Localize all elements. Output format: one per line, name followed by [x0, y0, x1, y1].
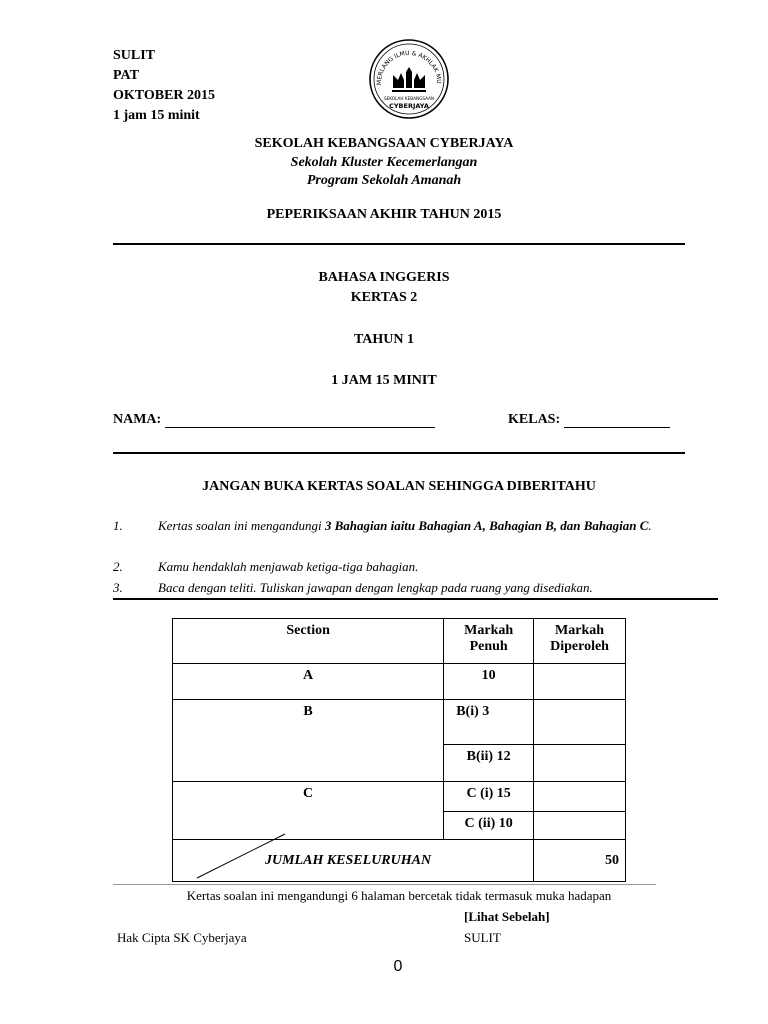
exam-title: PEPERIKSAAN AKHIR TAHUN 2015: [266, 207, 502, 222]
page-number: 0: [393, 958, 403, 975]
section-a-full: 10: [444, 664, 534, 700]
total-label: JUMLAH KESELURUHAN: [265, 852, 432, 868]
header-section: Section: [173, 619, 444, 664]
instruction-1-number: 1.: [113, 518, 123, 533]
copyright: Hak Cipta SK Cyberjaya: [117, 930, 247, 945]
class-label: KELAS:: [508, 412, 561, 427]
school-crest-icon: [368, 38, 450, 120]
header-duration: 1 jam 15 minit: [113, 108, 200, 123]
school-subtitle-1: Sekolah Kluster Kecemerlangan: [290, 155, 478, 170]
instruction-2-text: Kamu hendaklah menjawab ketiga-tiga bahagian.: [158, 559, 419, 574]
header-marks-obtained: Markah Diperoleh: [534, 619, 626, 664]
instruction-3: [113, 578, 685, 597]
section-a-label: A: [173, 664, 444, 700]
section-c1-full: C (i) 15: [444, 782, 534, 812]
section-b1-score[interactable]: [534, 700, 626, 745]
instruction-3-number: 3.: [113, 580, 123, 595]
subject-title: BAHASA INGGERIS: [318, 270, 450, 285]
pages-note: Kertas soalan ini mengandungi 6 halaman bercetak tidak termasuk muka hadapan: [186, 888, 612, 903]
instruction-1: [113, 516, 685, 554]
school-logo: [368, 38, 450, 120]
section-b2-score[interactable]: [534, 745, 626, 782]
marks-table: [172, 618, 626, 882]
section-c2-score[interactable]: [534, 812, 626, 840]
section-c-label: C: [173, 782, 444, 840]
name-input[interactable]: [165, 413, 435, 428]
divider-instructions: [113, 598, 718, 600]
logo-name-text: CYBERJAYA: [389, 102, 429, 110]
table-row-c1: [173, 782, 626, 812]
section-b1-full: B(i) 3: [444, 700, 534, 745]
next-page-note: [Lihat Sebelah]: [464, 909, 550, 924]
section-c1-score[interactable]: [534, 782, 626, 812]
school-subtitle-2: Program Sekolah Amanah: [306, 173, 462, 188]
table-header-row: [173, 619, 626, 664]
total-value: 50: [534, 840, 626, 882]
header-full-marks: Markah Penuh: [444, 619, 534, 664]
school-name: SEKOLAH KEBANGSAAN CYBERJAYA: [254, 136, 514, 151]
header-meta: [113, 46, 215, 126]
header-sulit: SULIT: [113, 48, 156, 63]
instruction-2: [113, 557, 685, 576]
section-c2-full: C (ii) 10: [444, 812, 534, 840]
name-label: NAMA:: [113, 412, 162, 427]
year-level: TAHUN 1: [353, 332, 415, 347]
logo-arc-text: MERLANG ILMU & AKHLAK MU: [375, 49, 443, 86]
section-a-score[interactable]: [534, 664, 626, 700]
header-date: OKTOBER 2015: [113, 88, 216, 103]
class-input[interactable]: [564, 413, 670, 428]
footer-sulit: SULIT: [464, 930, 501, 945]
total-label-cell: [173, 840, 534, 882]
footer-divider: [113, 884, 656, 885]
table-row-total: [173, 840, 626, 882]
divider-mid: [113, 452, 685, 454]
logo-small-text: SEKOLAH KEBANGSAAN: [383, 96, 435, 101]
instruction-1-bold: 3 Bahagian iaitu Bahagian A, Bahagian B, dan Bahagian C: [324, 518, 649, 533]
table-row-b1: [173, 700, 626, 745]
header-pat: PAT: [113, 68, 139, 83]
section-b-label: B: [173, 700, 444, 782]
paper-duration: 1 JAM 15 MINIT: [331, 373, 437, 388]
section-b2-full: B(ii) 12: [444, 745, 534, 782]
name-field-group: [113, 412, 435, 428]
paper-number: KERTAS 2: [350, 290, 418, 305]
class-field-group: [508, 412, 670, 428]
table-row-a: [173, 664, 626, 700]
do-not-open-warning: JANGAN BUKA KERTAS SOALAN SEHINGGA DIBERITAHU: [202, 479, 596, 494]
instruction-3-text: Baca dengan teliti. Tuliskan jawapan dengan lengkap pada ruang yang disediakan.: [158, 580, 593, 595]
instruction-1-text: Kertas soalan ini mengandungi 3 Bahagian iaitu Bahagian A, Bahagian B, dan Bahagian C.: [158, 518, 652, 533]
divider-top: [113, 243, 685, 245]
instruction-2-number: 2.: [113, 559, 123, 574]
